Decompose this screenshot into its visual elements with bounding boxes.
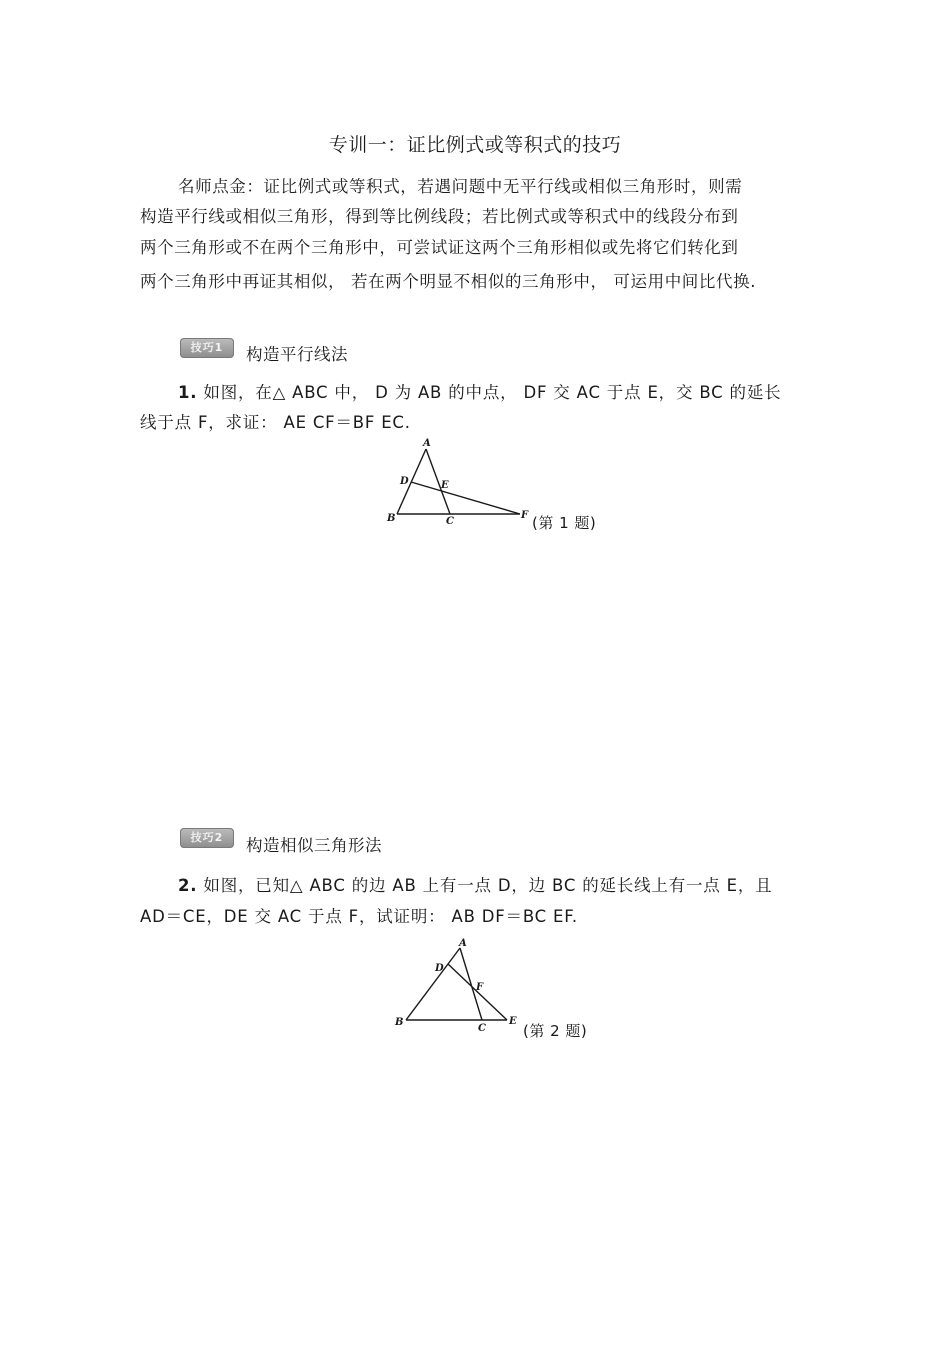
label-c: C	[446, 516, 454, 527]
label-e: E	[441, 480, 449, 491]
intro-line-2: 构造平行线或相似三角形，得到等比例线段；若比例式或等积式中的线段分布到	[140, 207, 739, 226]
technique-1-title: 构造平行线法	[246, 345, 348, 364]
problem-text: 如图，在△ ABC 中， D 为 AB 的中点， DF 交 AC 于点 E，交 BC 的延长	[203, 383, 782, 402]
figure-2-caption: (第 2 题)	[523, 1022, 588, 1040]
intro-line-3: 两个三角形或不在两个三角形中，可尝试证这两个三角形相似或先将它们转化到	[140, 238, 739, 257]
segment-ab	[406, 948, 460, 1020]
segment-df	[411, 482, 520, 514]
technique-badge: 技巧1	[180, 338, 234, 358]
label-b: B	[387, 513, 396, 524]
figure-1-triangle-diagram	[380, 435, 540, 530]
problem-number: 2.	[178, 876, 198, 895]
label-a: A	[459, 938, 467, 949]
label-c: C	[478, 1023, 486, 1034]
label-f: F	[521, 510, 529, 521]
page-title: 专训一：证比例式或等积式的技巧	[328, 134, 622, 156]
intro-line-4: 两个三角形中再证其相似， 若在两个明显不相似的三角形中， 可运用中间比代换.	[140, 272, 757, 291]
intro-line-1: 名师点金：证比例式或等积式，若遇问题中无平行线或相似三角形时，则需	[178, 177, 743, 196]
label-f: F	[476, 982, 484, 993]
problem-2-line-1	[178, 872, 772, 896]
label-d: D	[400, 476, 409, 487]
technique-badge: 技巧2	[180, 828, 234, 848]
problem-number: 1.	[178, 383, 198, 402]
problem-1-line-1	[178, 379, 781, 403]
problem-2-line-2: AD＝CE，DE 交 AC 于点 F，试证明： AB DF＝BC EF.	[140, 907, 578, 926]
figure-1-caption: (第 1 题)	[532, 514, 597, 532]
label-e: E	[509, 1016, 517, 1027]
label-d: D	[435, 963, 444, 974]
technique-1-header	[180, 336, 234, 358]
label-b: B	[395, 1017, 404, 1028]
label-a: A	[423, 438, 431, 449]
figure-2-triangle-diagram	[390, 933, 530, 1038]
technique-2-title: 构造相似三角形法	[246, 836, 382, 855]
technique-2-header	[180, 826, 234, 848]
problem-text: 如图，已知△ ABC 的边 AB 上有一点 D，边 BC 的延长线上有一点 E，且	[203, 876, 773, 895]
problem-1-line-2: 线于点 F，求证： AE CF＝BF EC.	[140, 413, 411, 432]
